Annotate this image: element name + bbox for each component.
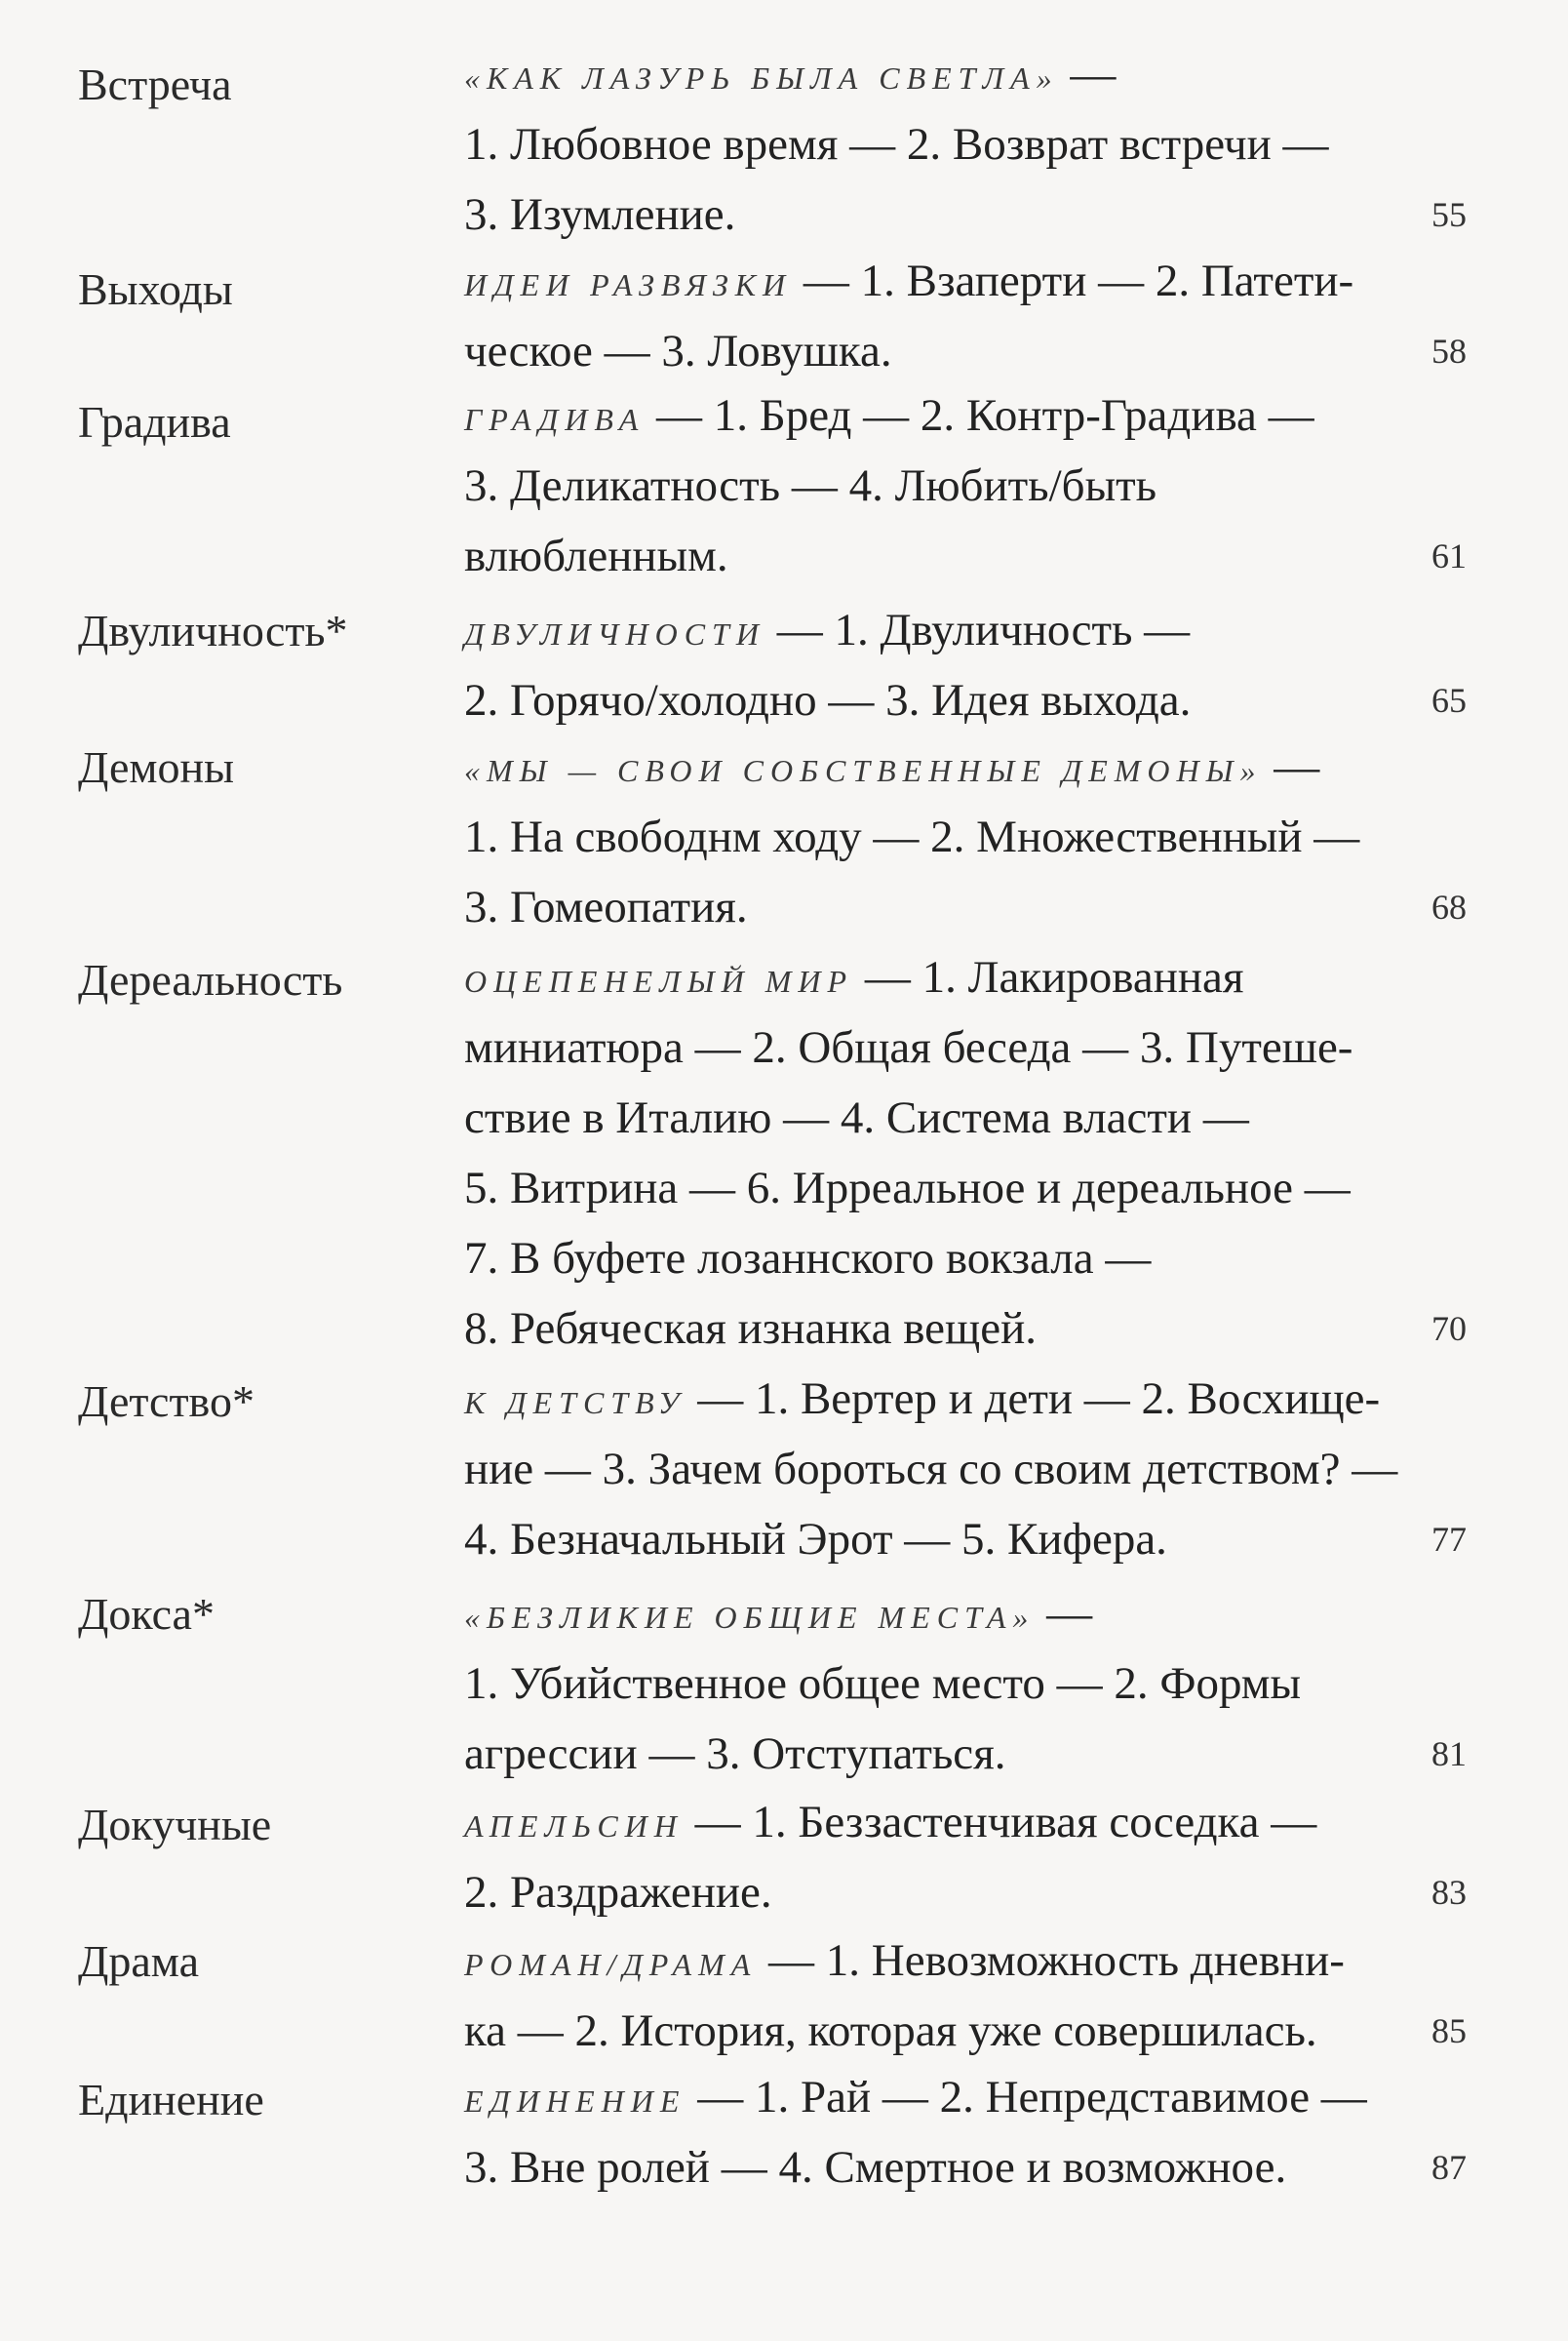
entry-line <box>464 1996 1517 2066</box>
entry-body <box>464 39 1517 250</box>
entry-text: ка — 2. История, которая уже совершилась. <box>464 2005 1317 2056</box>
entry-text: 2. Раздражение. <box>464 1867 772 1918</box>
entry-title: РОМАН/ДРАМА <box>464 1947 758 1982</box>
entry-body <box>464 2062 1517 2202</box>
entry-text: 3. Гомеопатия. <box>464 882 748 932</box>
page-number: 85 <box>1431 2011 1467 2050</box>
entry-line: 3. Деликатность — 4. Любить/быть <box>464 460 1157 511</box>
page-number: 55 <box>1431 195 1467 234</box>
entry-term: Единение <box>78 2075 264 2124</box>
entry-title: ДВУЛИЧНОСТИ <box>464 616 765 652</box>
entry-term: Драма <box>78 1936 200 1986</box>
entry-text: — 1. Беззастенчивая соседка — <box>683 1797 1317 1847</box>
page-number: 68 <box>1431 888 1467 927</box>
page-number: 65 <box>1431 681 1467 720</box>
entry-text: 2. Горячо/холодно — 3. Идея выхода. <box>464 675 1192 726</box>
entry-term: Дереальность <box>78 955 343 1005</box>
entry-text: — <box>1262 741 1320 792</box>
entry-text: 3. Вне ролей — 4. Смертное и возможное. <box>464 2142 1287 2193</box>
entry-title: ИДЕИ РАЗВЯЗКИ <box>464 267 793 302</box>
page-number: 81 <box>1431 1734 1467 1773</box>
entry-text: — 1. Вертер и дети — 2. Восхище- <box>686 1373 1381 1424</box>
entry-text: — 1. Лакированная <box>853 952 1244 1003</box>
page-number: 87 <box>1431 2148 1467 2187</box>
entry-text: 4. Безначальный Эрот — 5. Кифера. <box>464 1514 1167 1565</box>
entry-body <box>464 595 1517 735</box>
entry-line <box>464 1293 1517 1364</box>
entry-line: ствие в Италию — 4. Система власти — <box>464 1092 1249 1143</box>
entry-line <box>464 1857 1517 1927</box>
entry-line: ние — 3. Зачем бороться со своим детством? — <box>464 1444 1398 1494</box>
entry-text: — 1. Двуличность — <box>764 605 1191 655</box>
entry-line <box>464 1719 1517 1789</box>
entry-line <box>464 732 1517 802</box>
entry-body <box>464 1364 1517 1574</box>
entry-line <box>464 872 1517 942</box>
entry-title: ОЦЕПЕНЕЛЫЙ МИР <box>464 964 854 999</box>
entry-line <box>464 665 1517 735</box>
entry-body <box>464 732 1517 942</box>
entry-text: 8. Ребяческая изнанка вещей. <box>464 1303 1037 1354</box>
entry-term: Градива <box>78 397 231 447</box>
entry-term: Выходы <box>78 264 233 314</box>
entry-text: ческое — 3. Ловушка. <box>464 326 892 377</box>
entry-line: 1. На свободнм ходу — 2. Множественный — <box>464 812 1360 862</box>
entry-line <box>464 2132 1517 2202</box>
entry-text: — <box>1058 49 1117 99</box>
page-number: 83 <box>1431 1873 1467 1912</box>
entry-line <box>464 39 1517 109</box>
entry-line <box>464 2062 1517 2132</box>
entry-line <box>464 1578 1517 1648</box>
entry-body <box>464 1787 1517 1927</box>
entry-line <box>464 246 1517 316</box>
entry-line: 7. В буфете лозаннского вокзала — <box>464 1233 1152 1284</box>
entry-text: — 1. Рай — 2. Непредставимое — <box>686 2072 1367 2123</box>
entry-line <box>464 1925 1517 1996</box>
entry-term: Докучные <box>78 1800 272 1849</box>
entry-body <box>464 246 1517 386</box>
entry-line: 1. Убийственное общее место — 2. Формы <box>464 1658 1302 1709</box>
page-number: 61 <box>1431 536 1467 575</box>
entry-text: агрессии — 3. Отступаться. <box>464 1728 1006 1779</box>
entry-title: «МЫ — СВОИ СОБСТВЕННЫЕ ДЕМОНЫ» <box>464 753 1263 788</box>
entry-title: К ДЕТСТВУ <box>464 1385 686 1420</box>
entry-line: миниатюра — 2. Общая беседа — 3. Путеше- <box>464 1022 1353 1073</box>
entry-term: Детство* <box>78 1376 255 1426</box>
entry-title: «КАК ЛАЗУРЬ БЫЛА СВЕТЛА» <box>464 60 1059 96</box>
entry-text: — 1. Взаперти — 2. Патети- <box>792 256 1354 306</box>
entry-line <box>464 1364 1517 1434</box>
entry-title: АПЕЛЬСИН <box>464 1808 684 1844</box>
entry-line <box>464 380 1517 451</box>
entry-text: — 1. Бред — 2. Контр-Градива — <box>645 390 1314 441</box>
entry-line <box>464 521 1517 591</box>
entry-title: ЕДИНЕНИЕ <box>464 2083 686 2119</box>
entry-body <box>464 942 1517 1364</box>
page-number: 77 <box>1431 1520 1467 1559</box>
entry-text: влюбленным. <box>464 531 728 581</box>
entry-title: «БЕЗЛИКИЕ ОБЩИЕ МЕСТА» <box>464 1600 1036 1635</box>
page-number: 58 <box>1431 332 1467 371</box>
entry-body <box>464 1925 1517 2066</box>
entry-line <box>464 1787 1517 1857</box>
entry-line <box>464 1504 1517 1574</box>
entry-text: — 1. Невозможность дневни- <box>757 1935 1345 1986</box>
entry-line <box>464 179 1517 250</box>
entry-text: — <box>1035 1588 1093 1639</box>
entry-title: ГРАДИВА <box>464 402 646 437</box>
entry-term: Встреча <box>78 60 232 109</box>
entry-body <box>464 380 1517 591</box>
entry-body <box>464 1578 1517 1789</box>
entry-line: 1. Любовное время — 2. Возврат встречи — <box>464 119 1329 170</box>
entry-line <box>464 942 1517 1012</box>
entry-text: 3. Изумление. <box>464 189 736 240</box>
entry-line <box>464 595 1517 665</box>
entry-term: Докса* <box>78 1589 215 1639</box>
entry-line <box>464 316 1517 386</box>
entry-term: Демоны <box>78 742 234 792</box>
entry-term: Двуличность* <box>78 606 348 655</box>
entry-line: 5. Витрина — 6. Ирреальное и дереальное — <box>464 1163 1351 1213</box>
page-number: 70 <box>1431 1309 1467 1348</box>
